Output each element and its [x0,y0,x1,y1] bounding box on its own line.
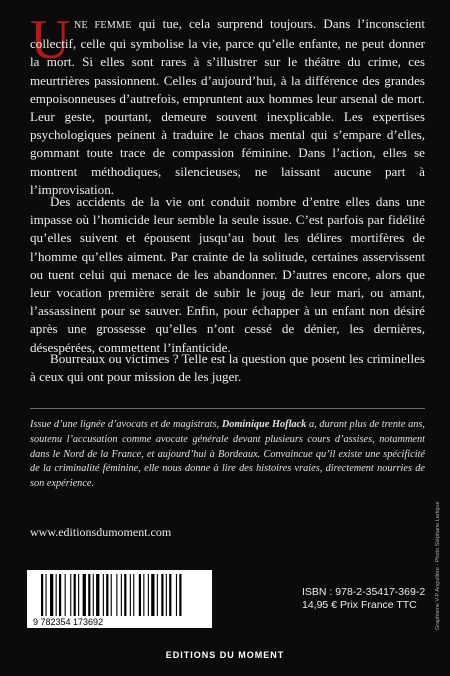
drop-cap: U [30,9,71,71]
design-credits: Graphisme V-P Anguillère - Photo Stéphane Lartigue [435,501,441,630]
price: 14,95 € Prix France TTC [302,599,417,611]
paragraph-3 [30,350,425,386]
author-bio-before: Issue d’une lignée d’avocats et de magistrats, [30,419,222,430]
paragraph-1 [30,9,425,199]
paragraph-1-text: qui tue, cela surprend toujours. Dans l’inconscient collectif, celle qui symbolise la vie, parce qu’elle enfante, ne peut donner la mort. Si elles sont rares à s’illustrer sur le théâtre du crime, ces meurtrières passionnent. Celles d’aujourd’hui, à la différence des grandes empoisonneuses d’autrefois, empruntent aux hommes leur arsenal de mort. Leur geste, pourtant, demeure souvent inexplicable. Les expertises psychologiques peinent à traduire le chaos mental qui s’empare d’elles, gommant toute trace de compassion féminine. Dans l’action, elles se montrent méthodiques, silencieuses, ne laissant aucune part à l’improvisation. [30,16,425,197]
section-divider [30,408,425,409]
barcode-digits: 9 782354 173692 [33,617,104,627]
author-name: Dominique Hoflack [221,419,307,430]
paragraph-3-text: Bourreaux ou victimes ? Telle est la question que posent les criminelles à ceux qui ont pour mission de les juger. [30,351,425,385]
isbn-number: ISBN : 978-2-35417-369-2 [302,586,426,598]
barcode [27,570,212,628]
author-bio [30,418,425,492]
paragraph-1-smallcaps: NE FEMME [74,20,132,31]
author-bio-after: a, durant plus de trente ans, soutenu l’accusation comme avocate générale devant plusieurs cours d’assises, notamment dans le Nord de la France, et aujourd’hui à Bordeaux. Convaincue qu’il existe une spécificité de la criminalité féminine, elle nous donne à lire des histoires vraies, directement nourries de son expérience. [30,419,426,490]
paragraph-2-text: Des accidents de la vie ont conduit nombre d’entre elles dans une impasse où l’homicide leur semble la seule issue. C’est parfois par fidélité qu’elles suivent et épousent jusqu’au bout les délires mortifères de l’homme qu’elles aiment. Par crainte de la solitude, certaines asservissent ou tuent celui qui menace de les abandonner. D’autres encore, alors que leur vocation première serait de subir le joug de leur mari, ou amant, l’assassinent pour se sauver. Enfin, pour échapper à un enfant non désiré après une grossesse qu’elles n’ont cessé de dénier, les dernières, désespérées, commettent l’infanticide. [30,194,425,355]
barcode-icon [27,570,212,628]
publisher-name: EDITIONS DU MOMENT [165,650,285,660]
paragraph-2 [30,193,425,357]
isbn-block [302,586,425,612]
publisher-website: www.editionsdumoment.com [30,525,172,539]
